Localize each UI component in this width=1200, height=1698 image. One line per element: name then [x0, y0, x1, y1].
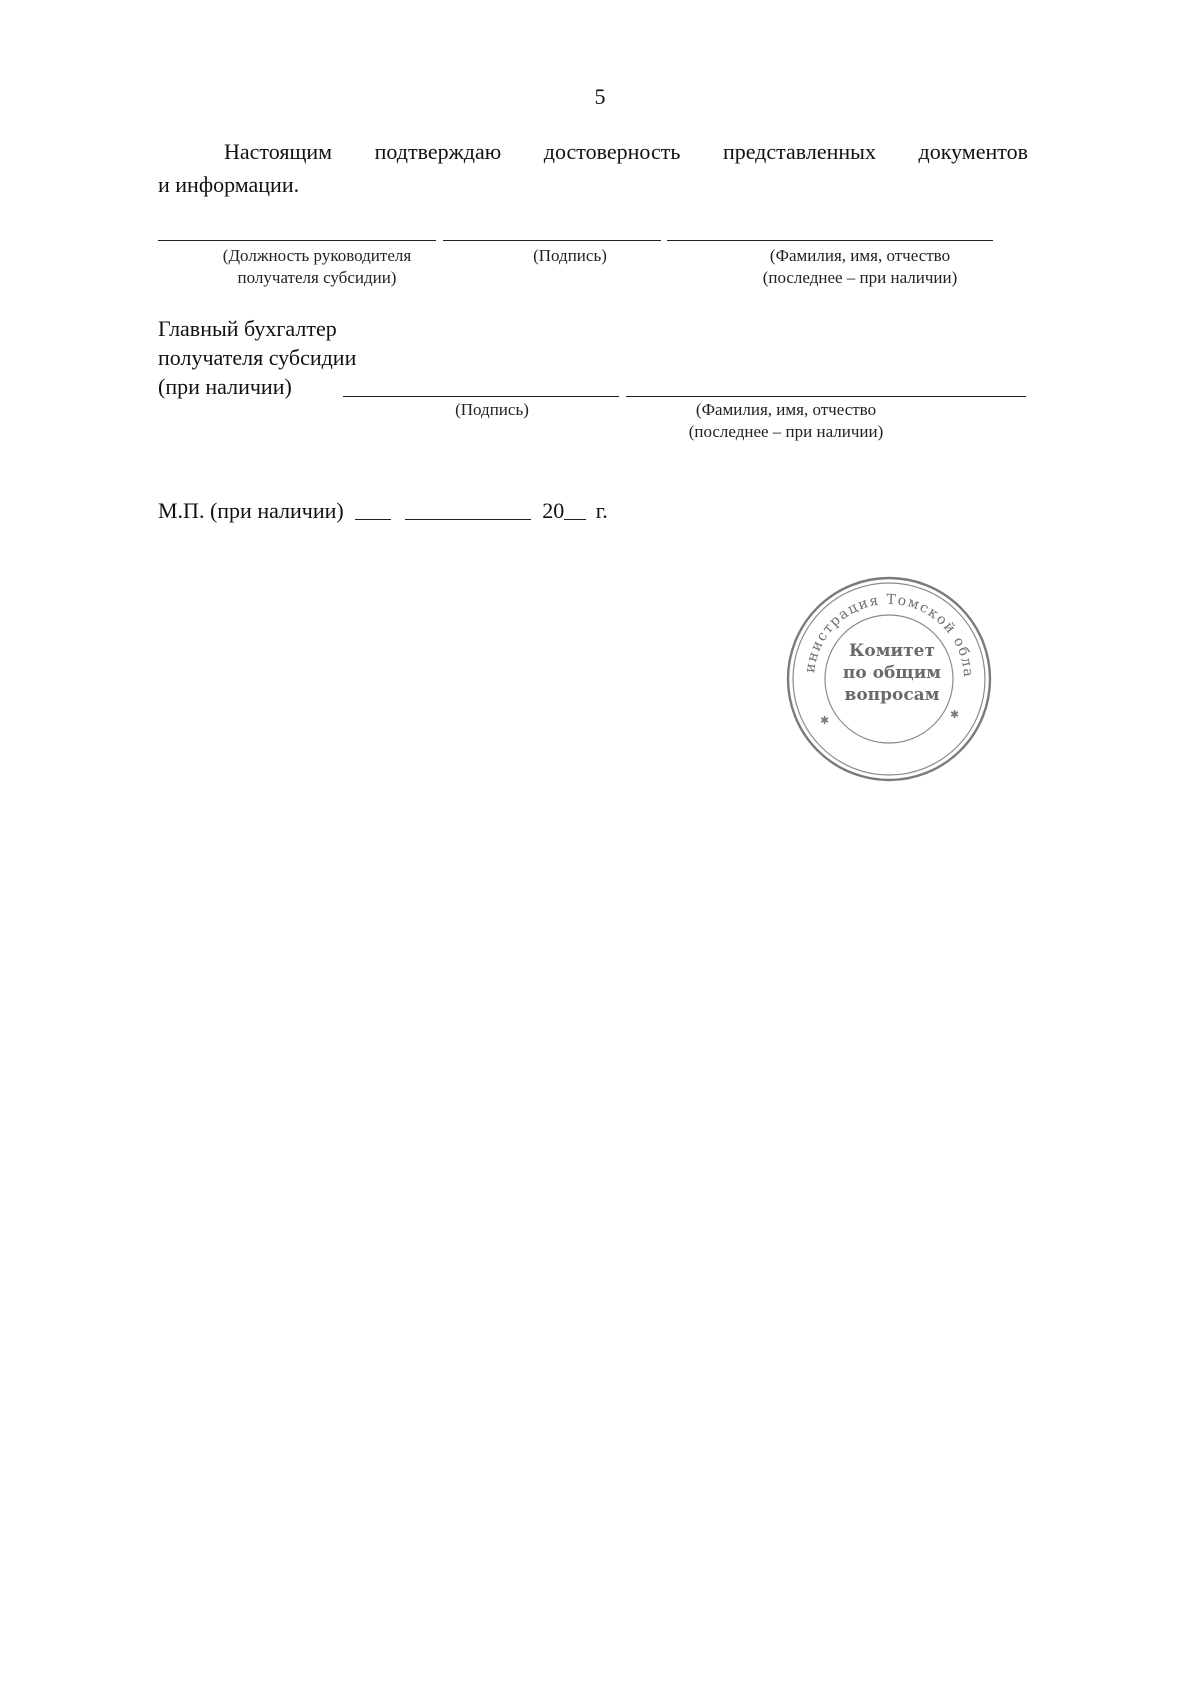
accountant-name-line	[626, 396, 1026, 397]
official-stamp	[782, 572, 996, 786]
stamp-graphic	[782, 572, 996, 786]
caption-line: (последнее – при наличии)	[762, 268, 958, 287]
confirmation-word: представленных	[722, 139, 876, 164]
label-line: (при наличии)	[158, 374, 292, 399]
label-line: Главный бухгалтер	[158, 316, 337, 341]
label-line: получателя субсидии	[158, 345, 357, 370]
name-signature-line	[667, 240, 993, 241]
confirmation-word: Настоящим	[224, 139, 333, 164]
confirmation-word: подтверждаю	[374, 139, 502, 164]
caption-line: (Фамилия, имя, отчество	[695, 400, 877, 419]
confirmation-word: документов	[918, 139, 1028, 164]
confirmation-line-1	[158, 135, 1028, 168]
signature-line	[443, 240, 661, 241]
page-number: 5	[594, 84, 606, 109]
seal-label: М.П. (при наличии)	[158, 498, 344, 523]
signature-caption: (Подпись)	[533, 246, 607, 265]
date-line	[158, 496, 608, 526]
year-blank	[564, 518, 586, 520]
year-suffix: г.	[595, 498, 608, 523]
stamp-star-right: ✱	[950, 709, 960, 721]
stamp-center-line: по общим	[842, 663, 942, 683]
position-caption	[178, 245, 456, 289]
position-signature-line	[158, 240, 436, 241]
accountant-label	[158, 314, 356, 401]
stamp-star-left: ✱	[820, 715, 830, 727]
stamp-ring-text: инистрация Томской обла	[802, 591, 977, 679]
day-blank	[355, 518, 391, 520]
caption-line: (Фамилия, имя, отчество	[769, 246, 951, 265]
caption-line: получателя субсидии)	[237, 268, 397, 287]
year-prefix: 20	[542, 498, 565, 523]
accountant-signature-line	[343, 396, 619, 397]
confirmation-line-2: и информации.	[158, 172, 300, 197]
month-blank	[405, 518, 531, 520]
accountant-signature-caption: (Подпись)	[455, 400, 529, 419]
caption-line: (Должность руководителя	[222, 246, 412, 265]
stamp-center-line: Комитет	[848, 641, 936, 661]
name-caption	[730, 245, 990, 289]
accountant-name-caption	[666, 399, 906, 443]
caption-line: (последнее – при наличии)	[688, 422, 884, 441]
stamp-center-line: вопросам	[844, 685, 940, 705]
confirmation-word: достоверность	[543, 139, 681, 164]
